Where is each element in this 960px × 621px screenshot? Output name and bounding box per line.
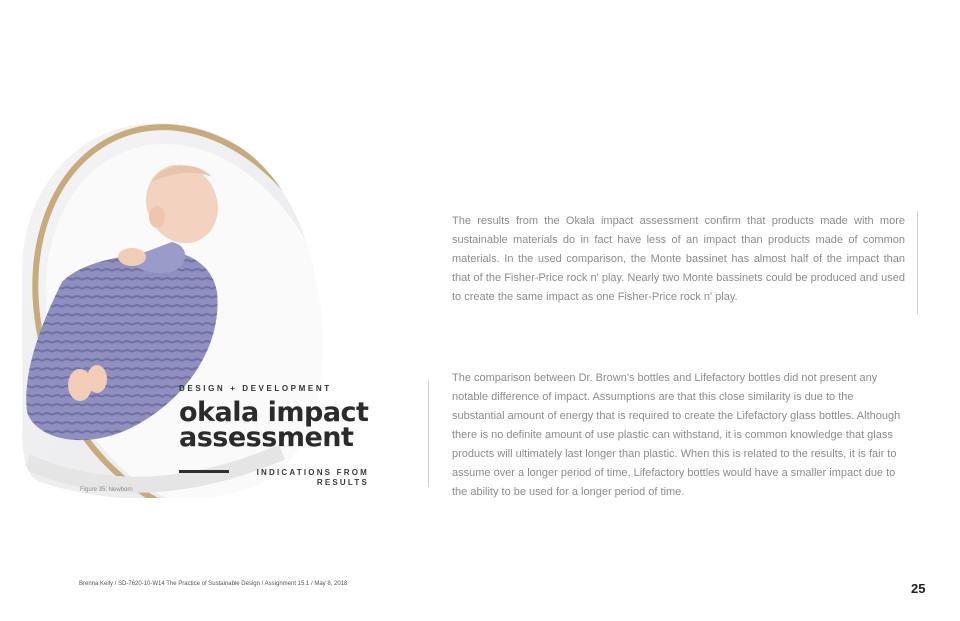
page-number: 25 [911,581,926,596]
body-paragraph-1: The results from the Okala impact assessment confirm that products made with more sustainable materials do in fact have less of an impact than products made of common materials. In the used comparison, the Monte bassinet has almost half of the impact than that of the Fisher-Price rock n' play. Nearly two Monte bassinets could be produced and used to create the same impact as one Fisher-Price rock n' play. [452,215,905,303]
title-divider [179,470,229,473]
page-title: okala impact assessment [179,397,369,453]
section-kicker: DESIGN + DEVELOPMENT [179,384,332,393]
photo-caption: Figure 35: Newborn [80,487,133,493]
body-paragraph-2: The comparison between Dr. Brown's bottles and Lifefactory bottles did not present any notable difference of impact. Assumptions are that this close similarity is due to the substantial amount of energy that is required to create the Lifefactory glass bottles. Although there is no definite amount of use plastic can withstand, it is common knowledge that glass products will ultimately last longer than plastic. When this is related to the results, it is fair to assume over a longer period of time, Lifefactory bottles would have a smaller impact due to the ability to be used for a longer period of time. [452,372,901,498]
vertical-divider-left [428,381,429,487]
vertical-divider-right [917,211,918,314]
section-subtitle: INDICATIONS FROM RESULTS [256,468,369,487]
footer-credit: Brenna Kelly / SD-7620-10-W14 The Practice of Sustainable Design / Assignment 15.1 / May 8, 2018 [79,581,348,587]
section-heading [179,384,369,487]
